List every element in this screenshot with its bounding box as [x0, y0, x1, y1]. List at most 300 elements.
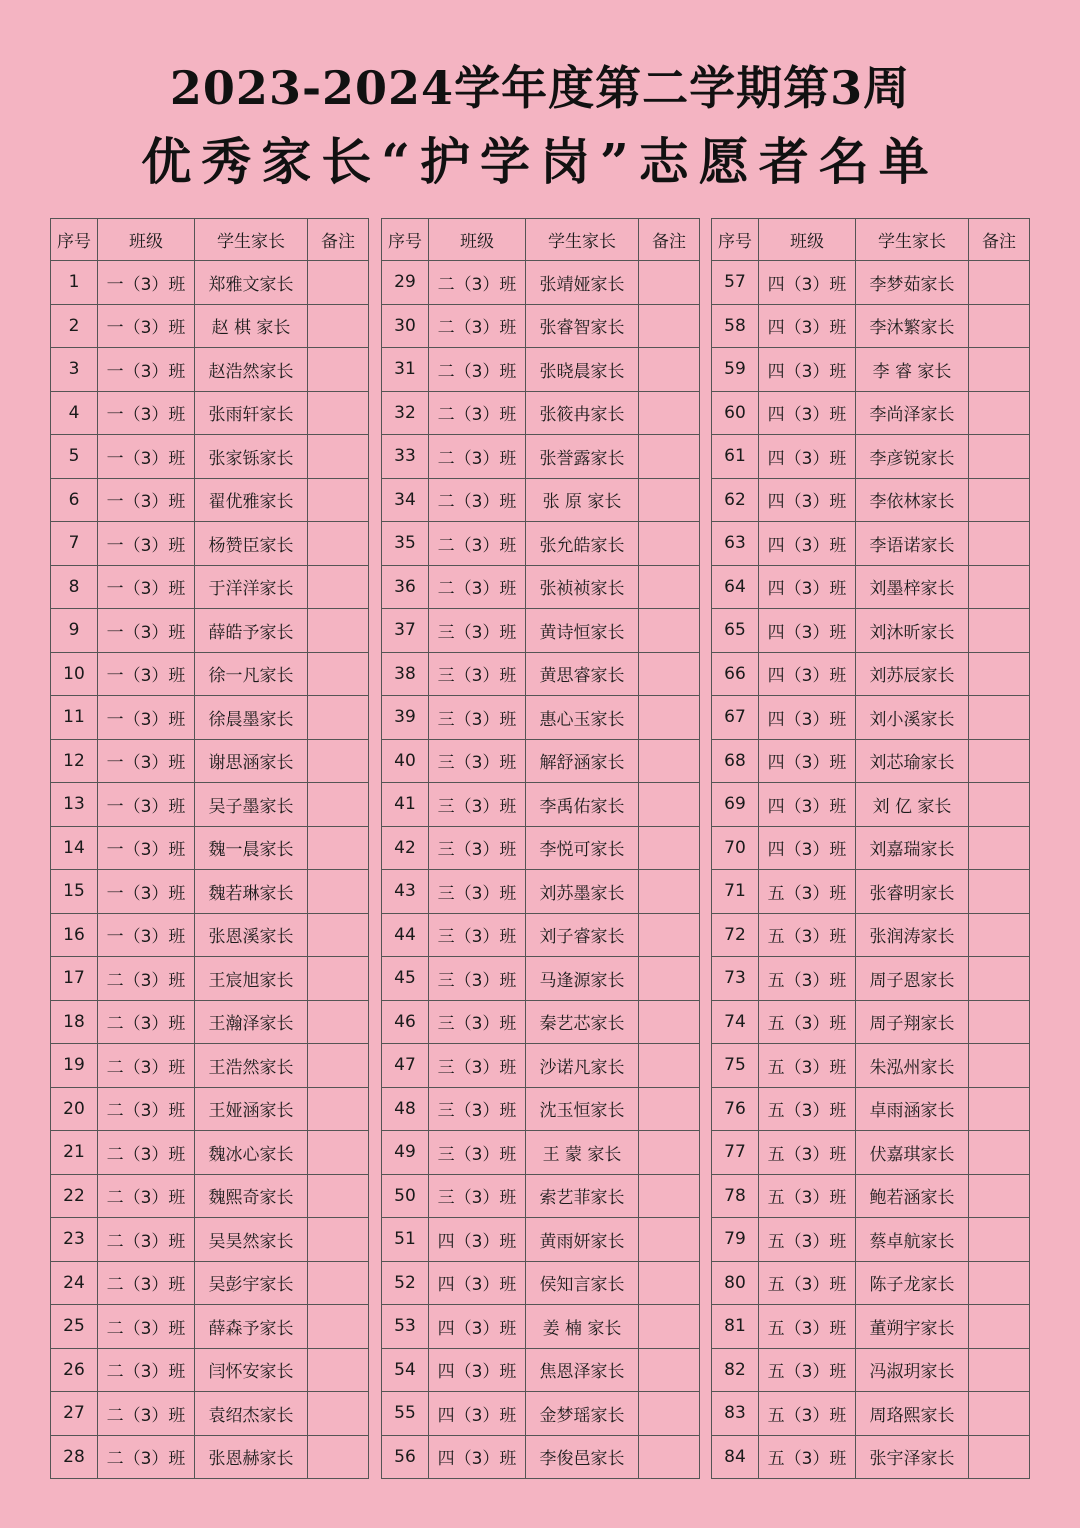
- cell-parent-name: 王宸旭家长: [195, 957, 308, 1001]
- cell-note: [969, 652, 1030, 696]
- cell-seq: 16: [51, 913, 98, 957]
- cell-seq: 30: [382, 304, 429, 348]
- table-row: [712, 957, 1030, 1001]
- cell-parent-name: 张筱冉家长: [526, 391, 639, 435]
- cell-parent-name: 王瀚泽家长: [195, 1000, 308, 1044]
- cell-class: 二（3）班: [98, 957, 195, 1001]
- cell-note: [639, 261, 700, 305]
- cell-class: 一（3）班: [98, 870, 195, 914]
- table-row: [382, 1087, 700, 1131]
- table-row: [712, 1044, 1030, 1088]
- table-row: [712, 391, 1030, 435]
- cell-class: 一（3）班: [98, 826, 195, 870]
- cell-class: 三（3）班: [429, 609, 526, 653]
- cell-note: [969, 1174, 1030, 1218]
- table-row: [712, 826, 1030, 870]
- cell-class: 四（3）班: [759, 522, 856, 566]
- cell-note: [639, 1435, 700, 1479]
- cell-class: 一（3）班: [98, 783, 195, 827]
- cell-parent-name: 焦恩泽家长: [526, 1348, 639, 1392]
- table-row: [382, 1348, 700, 1392]
- cell-note: [639, 739, 700, 783]
- cell-parent-name: 董朔宇家长: [856, 1305, 969, 1349]
- cell-note: [308, 1261, 369, 1305]
- cell-note: [308, 1218, 369, 1262]
- cell-parent-name: 马逢源家长: [526, 957, 639, 1001]
- table-row: [712, 1261, 1030, 1305]
- table-row: [382, 870, 700, 914]
- cell-class: 三（3）班: [429, 1131, 526, 1175]
- table-row: [51, 913, 369, 957]
- cell-class: 四（3）班: [429, 1218, 526, 1262]
- cell-note: [639, 1000, 700, 1044]
- table-row: [51, 1218, 369, 1262]
- table-row: [382, 609, 700, 653]
- cell-note: [308, 1044, 369, 1088]
- cell-class: 四（3）班: [759, 478, 856, 522]
- cell-class: 三（3）班: [429, 652, 526, 696]
- table-row: [382, 478, 700, 522]
- cell-seq: 81: [712, 1305, 759, 1349]
- header-class: 班级: [429, 219, 526, 261]
- cell-class: 四（3）班: [429, 1261, 526, 1305]
- cell-seq: 56: [382, 1435, 429, 1479]
- cell-class: 二（3）班: [98, 1435, 195, 1479]
- cell-parent-name: 鲍若涵家长: [856, 1174, 969, 1218]
- table-row: [51, 652, 369, 696]
- cell-note: [969, 609, 1030, 653]
- table-row: [382, 696, 700, 740]
- cell-seq: 57: [712, 261, 759, 305]
- cell-class: 四（3）班: [759, 696, 856, 740]
- cell-seq: 13: [51, 783, 98, 827]
- cell-seq: 84: [712, 1435, 759, 1479]
- header-parent: 学生家长: [195, 219, 308, 261]
- table-row: [382, 261, 700, 305]
- table-row: [382, 565, 700, 609]
- cell-class: 二（3）班: [429, 565, 526, 609]
- cell-seq: 51: [382, 1218, 429, 1262]
- table-row: [51, 348, 369, 392]
- cell-seq: 73: [712, 957, 759, 1001]
- cell-seq: 24: [51, 1261, 98, 1305]
- cell-seq: 35: [382, 522, 429, 566]
- cell-parent-name: 张雨轩家长: [195, 391, 308, 435]
- cell-class: 一（3）班: [98, 913, 195, 957]
- table-row: [51, 1131, 369, 1175]
- table-row: [51, 1261, 369, 1305]
- cell-parent-name: 张润涛家长: [856, 913, 969, 957]
- cell-class: 一（3）班: [98, 696, 195, 740]
- cell-seq: 21: [51, 1131, 98, 1175]
- cell-seq: 48: [382, 1087, 429, 1131]
- cell-note: [639, 1174, 700, 1218]
- cell-parent-name: 李梦茹家长: [856, 261, 969, 305]
- cell-parent-name: 刘子睿家长: [526, 913, 639, 957]
- cell-seq: 40: [382, 739, 429, 783]
- cell-parent-name: 王 蒙 家长: [526, 1131, 639, 1175]
- cell-note: [308, 870, 369, 914]
- cell-note: [639, 1261, 700, 1305]
- cell-class: 四（3）班: [759, 435, 856, 479]
- cell-class: 三（3）班: [429, 739, 526, 783]
- cell-parent-name: 张恩赫家长: [195, 1435, 308, 1479]
- cell-class: 二（3）班: [429, 435, 526, 479]
- cell-parent-name: 魏熙奇家长: [195, 1174, 308, 1218]
- table-row: [712, 522, 1030, 566]
- cell-note: [969, 1131, 1030, 1175]
- cell-note: [308, 696, 369, 740]
- cell-note: [308, 1087, 369, 1131]
- cell-class: 二（3）班: [98, 1218, 195, 1262]
- cell-class: 四（3）班: [759, 348, 856, 392]
- cell-note: [639, 391, 700, 435]
- table-row: [382, 304, 700, 348]
- cell-class: 五（3）班: [759, 1044, 856, 1088]
- roster-table-2: [381, 218, 700, 1479]
- cell-seq: 31: [382, 348, 429, 392]
- cell-seq: 75: [712, 1044, 759, 1088]
- header-seq: 序号: [712, 219, 759, 261]
- cell-parent-name: 侯知言家长: [526, 1261, 639, 1305]
- cell-note: [969, 261, 1030, 305]
- cell-note: [308, 1348, 369, 1392]
- cell-seq: 70: [712, 826, 759, 870]
- cell-seq: 63: [712, 522, 759, 566]
- header-note: 备注: [969, 219, 1030, 261]
- cell-parent-name: 张恩溪家长: [195, 913, 308, 957]
- cell-note: [969, 1435, 1030, 1479]
- cell-seq: 25: [51, 1305, 98, 1349]
- cell-class: 五（3）班: [759, 1305, 856, 1349]
- cell-note: [969, 1000, 1030, 1044]
- cell-note: [639, 522, 700, 566]
- table-row: [382, 913, 700, 957]
- cell-parent-name: 李依林家长: [856, 478, 969, 522]
- cell-class: 五（3）班: [759, 1000, 856, 1044]
- cell-parent-name: 李悦可家长: [526, 826, 639, 870]
- cell-class: 二（3）班: [98, 1044, 195, 1088]
- cell-class: 二（3）班: [429, 478, 526, 522]
- table-row: [382, 1131, 700, 1175]
- cell-class: 五（3）班: [759, 870, 856, 914]
- table-row: [51, 261, 369, 305]
- cell-note: [639, 348, 700, 392]
- cell-parent-name: 谢思涵家长: [195, 739, 308, 783]
- cell-parent-name: 黄思睿家长: [526, 652, 639, 696]
- cell-seq: 26: [51, 1348, 98, 1392]
- cell-seq: 3: [51, 348, 98, 392]
- cell-note: [308, 783, 369, 827]
- header-row: [712, 219, 1030, 261]
- cell-note: [969, 1348, 1030, 1392]
- cell-parent-name: 索艺菲家长: [526, 1174, 639, 1218]
- cell-parent-name: 李语诺家长: [856, 522, 969, 566]
- cell-parent-name: 吴彭宇家长: [195, 1261, 308, 1305]
- cell-class: 四（3）班: [759, 391, 856, 435]
- table-row: [51, 304, 369, 348]
- cell-class: 五（3）班: [759, 1348, 856, 1392]
- cell-class: 四（3）班: [759, 826, 856, 870]
- cell-seq: 17: [51, 957, 98, 1001]
- cell-class: 二（3）班: [429, 348, 526, 392]
- table-row: [51, 739, 369, 783]
- cell-note: [308, 261, 369, 305]
- cell-parent-name: 蔡卓航家长: [856, 1218, 969, 1262]
- cell-parent-name: 王娅涵家长: [195, 1087, 308, 1131]
- cell-seq: 64: [712, 565, 759, 609]
- cell-class: 一（3）班: [98, 522, 195, 566]
- cell-class: 三（3）班: [429, 957, 526, 1001]
- cell-seq: 5: [51, 435, 98, 479]
- cell-seq: 34: [382, 478, 429, 522]
- cell-note: [308, 652, 369, 696]
- cell-class: 四（3）班: [759, 609, 856, 653]
- cell-seq: 71: [712, 870, 759, 914]
- cell-class: 三（3）班: [429, 1044, 526, 1088]
- table-row: [51, 1000, 369, 1044]
- table-row: [51, 1348, 369, 1392]
- cell-seq: 59: [712, 348, 759, 392]
- table-row: [712, 739, 1030, 783]
- header-row: [51, 219, 369, 261]
- cell-parent-name: 金梦瑶家长: [526, 1392, 639, 1436]
- cell-class: 五（3）班: [759, 1087, 856, 1131]
- cell-note: [308, 304, 369, 348]
- cell-note: [639, 304, 700, 348]
- cell-parent-name: 朱泓州家长: [856, 1044, 969, 1088]
- header-seq: 序号: [382, 219, 429, 261]
- cell-seq: 53: [382, 1305, 429, 1349]
- cell-parent-name: 李沐繁家长: [856, 304, 969, 348]
- table-row: [712, 565, 1030, 609]
- cell-parent-name: 李 睿 家长: [856, 348, 969, 392]
- cell-parent-name: 赵浩然家长: [195, 348, 308, 392]
- cell-seq: 82: [712, 1348, 759, 1392]
- cell-class: 一（3）班: [98, 261, 195, 305]
- cell-seq: 68: [712, 739, 759, 783]
- cell-parent-name: 刘 亿 家长: [856, 783, 969, 827]
- cell-class: 五（3）班: [759, 1174, 856, 1218]
- table-row: [382, 1218, 700, 1262]
- cell-seq: 39: [382, 696, 429, 740]
- cell-note: [969, 1218, 1030, 1262]
- header-class: 班级: [98, 219, 195, 261]
- cell-note: [969, 391, 1030, 435]
- table-row: [51, 870, 369, 914]
- cell-parent-name: 张 原 家长: [526, 478, 639, 522]
- table-row: [382, 783, 700, 827]
- cell-parent-name: 魏若琳家长: [195, 870, 308, 914]
- cell-parent-name: 薛森予家长: [195, 1305, 308, 1349]
- cell-note: [308, 913, 369, 957]
- header-row: [382, 219, 700, 261]
- table-row: [51, 826, 369, 870]
- cell-parent-name: 张家铄家长: [195, 435, 308, 479]
- table-row: [712, 1435, 1030, 1479]
- cell-note: [308, 522, 369, 566]
- cell-class: 四（3）班: [759, 565, 856, 609]
- cell-note: [308, 1000, 369, 1044]
- cell-note: [639, 478, 700, 522]
- cell-note: [639, 826, 700, 870]
- cell-class: 四（3）班: [759, 783, 856, 827]
- table-row: [382, 1044, 700, 1088]
- cell-parent-name: 张晓晨家长: [526, 348, 639, 392]
- cell-seq: 66: [712, 652, 759, 696]
- cell-seq: 23: [51, 1218, 98, 1262]
- table-row: [51, 565, 369, 609]
- cell-parent-name: 陈子龙家长: [856, 1261, 969, 1305]
- cell-note: [639, 1131, 700, 1175]
- cell-note: [639, 696, 700, 740]
- table-row: [712, 696, 1030, 740]
- cell-parent-name: 张祯祯家长: [526, 565, 639, 609]
- roster-table-1: [50, 218, 369, 1479]
- table-row: [51, 696, 369, 740]
- table-row: [382, 1392, 700, 1436]
- table-row: [712, 1305, 1030, 1349]
- cell-note: [639, 652, 700, 696]
- table-row: [382, 1305, 700, 1349]
- table-row: [712, 1131, 1030, 1175]
- cell-seq: 7: [51, 522, 98, 566]
- cell-class: 四（3）班: [759, 304, 856, 348]
- cell-note: [969, 913, 1030, 957]
- cell-class: 三（3）班: [429, 696, 526, 740]
- header-parent: 学生家长: [856, 219, 969, 261]
- cell-seq: 28: [51, 1435, 98, 1479]
- cell-parent-name: 姜 楠 家长: [526, 1305, 639, 1349]
- cell-parent-name: 惠心玉家长: [526, 696, 639, 740]
- cell-seq: 43: [382, 870, 429, 914]
- cell-seq: 18: [51, 1000, 98, 1044]
- cell-parent-name: 刘苏墨家长: [526, 870, 639, 914]
- table-row: [51, 783, 369, 827]
- cell-class: 三（3）班: [429, 1087, 526, 1131]
- cell-seq: 11: [51, 696, 98, 740]
- cell-note: [969, 1261, 1030, 1305]
- cell-seq: 67: [712, 696, 759, 740]
- table-row: [712, 1000, 1030, 1044]
- cell-class: 四（3）班: [759, 261, 856, 305]
- cell-note: [969, 478, 1030, 522]
- cell-note: [308, 1305, 369, 1349]
- cell-parent-name: 伏嘉琪家长: [856, 1131, 969, 1175]
- cell-note: [308, 348, 369, 392]
- cell-seq: 9: [51, 609, 98, 653]
- cell-parent-name: 李禹佑家长: [526, 783, 639, 827]
- cell-note: [639, 609, 700, 653]
- cell-note: [308, 1435, 369, 1479]
- cell-note: [308, 826, 369, 870]
- cell-class: 二（3）班: [429, 391, 526, 435]
- table-row: [712, 913, 1030, 957]
- cell-class: 二（3）班: [98, 1261, 195, 1305]
- cell-parent-name: 张靖娅家长: [526, 261, 639, 305]
- cell-class: 四（3）班: [759, 739, 856, 783]
- cell-seq: 15: [51, 870, 98, 914]
- cell-parent-name: 袁绍杰家长: [195, 1392, 308, 1436]
- cell-note: [308, 391, 369, 435]
- cell-class: 五（3）班: [759, 1218, 856, 1262]
- cell-seq: 50: [382, 1174, 429, 1218]
- cell-class: 二（3）班: [429, 261, 526, 305]
- cell-class: 二（3）班: [98, 1392, 195, 1436]
- table-row: [51, 1392, 369, 1436]
- cell-class: 五（3）班: [759, 1392, 856, 1436]
- cell-note: [969, 783, 1030, 827]
- cell-parent-name: 刘嘉瑞家长: [856, 826, 969, 870]
- cell-parent-name: 张睿智家长: [526, 304, 639, 348]
- cell-parent-name: 徐晨墨家长: [195, 696, 308, 740]
- cell-note: [308, 478, 369, 522]
- cell-note: [639, 913, 700, 957]
- cell-seq: 46: [382, 1000, 429, 1044]
- cell-class: 一（3）班: [98, 739, 195, 783]
- cell-parent-name: 于洋洋家长: [195, 565, 308, 609]
- cell-note: [308, 609, 369, 653]
- cell-seq: 44: [382, 913, 429, 957]
- cell-parent-name: 吴子墨家长: [195, 783, 308, 827]
- cell-parent-name: 张睿明家长: [856, 870, 969, 914]
- cell-seq: 2: [51, 304, 98, 348]
- cell-parent-name: 郑雅文家长: [195, 261, 308, 305]
- cell-note: [639, 870, 700, 914]
- cell-note: [308, 957, 369, 1001]
- cell-parent-name: 刘墨梓家长: [856, 565, 969, 609]
- cell-note: [969, 1392, 1030, 1436]
- table-row: [712, 1348, 1030, 1392]
- cell-class: 二（3）班: [429, 522, 526, 566]
- cell-class: 四（3）班: [429, 1435, 526, 1479]
- table-row: [382, 1174, 700, 1218]
- table-row: [51, 1305, 369, 1349]
- table-row: [712, 304, 1030, 348]
- cell-seq: 27: [51, 1392, 98, 1436]
- cell-parent-name: 张宇泽家长: [856, 1435, 969, 1479]
- cell-seq: 47: [382, 1044, 429, 1088]
- table-row: [712, 435, 1030, 479]
- table-row: [51, 522, 369, 566]
- cell-parent-name: 李彦锐家长: [856, 435, 969, 479]
- cell-note: [639, 1305, 700, 1349]
- cell-seq: 69: [712, 783, 759, 827]
- cell-seq: 72: [712, 913, 759, 957]
- cell-class: 二（3）班: [98, 1000, 195, 1044]
- cell-parent-name: 黄雨妍家长: [526, 1218, 639, 1262]
- cell-parent-name: 徐一凡家长: [195, 652, 308, 696]
- cell-note: [969, 565, 1030, 609]
- cell-parent-name: 刘沐昕家长: [856, 609, 969, 653]
- cell-parent-name: 闫怀安家长: [195, 1348, 308, 1392]
- cell-class: 二（3）班: [98, 1305, 195, 1349]
- cell-parent-name: 杨赞臣家长: [195, 522, 308, 566]
- cell-note: [969, 1305, 1030, 1349]
- cell-seq: 38: [382, 652, 429, 696]
- cell-seq: 77: [712, 1131, 759, 1175]
- table-row: [51, 1044, 369, 1088]
- table-row: [712, 1174, 1030, 1218]
- table-row: [712, 870, 1030, 914]
- cell-note: [308, 1174, 369, 1218]
- cell-parent-name: 李尚泽家长: [856, 391, 969, 435]
- cell-note: [969, 826, 1030, 870]
- cell-class: 二（3）班: [429, 304, 526, 348]
- cell-note: [308, 565, 369, 609]
- table-row: [51, 957, 369, 1001]
- cell-class: 一（3）班: [98, 435, 195, 479]
